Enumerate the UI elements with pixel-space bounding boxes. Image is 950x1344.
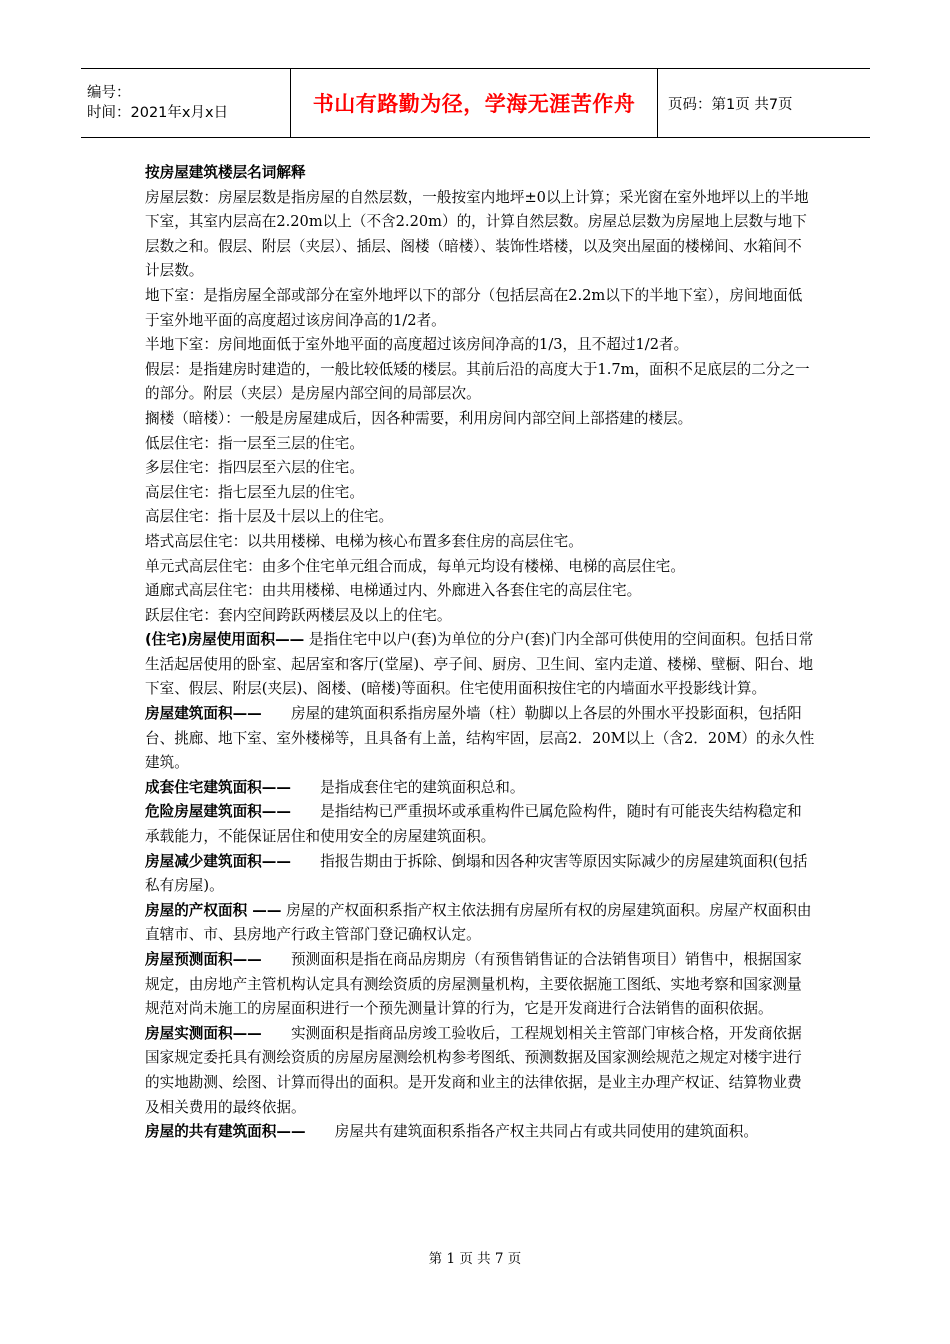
paragraph	[145, 555, 815, 580]
page-header	[81, 68, 870, 138]
term-heading: 房屋的产权面积 ——	[145, 901, 282, 919]
paragraph-text: 是指成套住宅的建筑面积总和。	[290, 778, 525, 796]
paragraph	[145, 358, 815, 407]
paragraph	[145, 530, 815, 555]
page-footer: 第 1 页 共 7 页	[428, 1251, 522, 1267]
paragraph-text: 高层住宅：指七层至九层的住宅。	[145, 483, 364, 501]
paragraph-text: 是指住宅中以户(套)为单位的分户(套)门内全部可供使用的空间面积。包括日常生活起居使用的卧室、起居室和客厅(堂屋)、亭子间、厨房、卫生间、室内走道、楼梯、壁橱、阳台、地下室、假层、附层(夹层)、阁楼、(暗楼)等面积。住宅使用面积按住宅的内墙面水平投影线计算。	[145, 631, 814, 698]
paragraph	[145, 407, 815, 432]
header-left-cell	[81, 69, 291, 137]
header-motto-cell	[291, 69, 658, 137]
paragraph-text: 半地下室：房间地面低于室外地平面的高度超过该房间净高的1/3，且不超过1/2者。	[145, 336, 689, 354]
header-motto: 书山有路勤为径，学海无涯苦作舟	[312, 92, 636, 116]
term-heading: 成套住宅建筑面积——	[145, 778, 291, 796]
paragraph-text: 房屋共有建筑面积系指各产权主共同占有或共同使用的建筑面积。	[305, 1123, 758, 1141]
paragraph	[145, 628, 815, 702]
paragraph-text: 房屋的建筑面积系指房屋外墙（柱）勒脚以上各层的外围水平投影面积，包括阳台、挑廊、地下室、室外楼梯等，且具备有上盖，结构牢固，层高2．20M以上（含2．20M）的永久性建筑。	[145, 705, 815, 772]
term-heading: 房屋减少建筑面积——	[145, 852, 291, 870]
header-page-cell	[658, 69, 870, 137]
document-title: 按房屋建筑楼层名词解释	[145, 164, 306, 181]
term-heading: 房屋建筑面积——	[145, 705, 262, 723]
document-time-label: 时间：2021年x月x日	[87, 105, 229, 121]
paragraph-text: 单元式高层住宅：由多个住宅单元组合而成，每单元均设有楼梯、电梯的高层住宅。	[145, 557, 685, 575]
paragraph-text: 指报告期由于拆除、倒塌和因各种灾害等原因实际减少的房屋建筑面积(包括私有房屋)。	[145, 852, 808, 895]
paragraph	[145, 481, 815, 506]
paragraph	[145, 1120, 815, 1145]
paragraph	[145, 333, 815, 358]
paragraph	[145, 432, 815, 457]
paragraph-text: 跃层住宅：套内空间跨跃两楼层及以上的住宅。	[145, 606, 452, 624]
paragraph	[145, 579, 815, 604]
paragraph-list	[145, 186, 815, 1145]
term-heading: 房屋实测面积——	[145, 1024, 262, 1042]
paragraph	[145, 776, 815, 801]
paragraph-text: 搁楼（暗楼）：一般是房屋建成后，因各种需要，利用房间内部空间上部搭建的楼层。	[145, 409, 693, 427]
paragraph-text: 是指结构已严重损坏或承重构件已属危险构件，随时有可能丧失结构稳定和承载能力，不能保证居住和使用安全的房屋建筑面积。	[145, 803, 802, 846]
term-heading: 房屋预测面积——	[145, 951, 262, 968]
document-code-label: 编号：	[87, 85, 131, 101]
paragraph-text: 塔式高层住宅：以共用楼梯、电梯为核心布置多套住房的高层住宅。	[145, 532, 583, 550]
paragraph	[145, 284, 815, 333]
paragraph-text: 房屋的产权面积系指产权主依法拥有房屋所有权的房屋建筑面积。房屋产权面积由直辖市、市、县房地产行政主管部门登记确权认定。	[145, 901, 812, 944]
paragraph-text: 房屋层数：房屋层数是指房屋的自然层数，一般按室内地坪±0以上计算；采光窗在室外地坪以上的半地下室，其室内层高在2.20m以上（不含2.20m）的，计算自然层数。房屋总层数为房屋地上层数与地下层数之和。假层、附层（夹层）、插层、阁楼（暗楼）、装饰性塔楼，以及突出屋面的楼梯间、水箱间不计层数。	[145, 188, 809, 280]
paragraph	[145, 1022, 815, 1120]
paragraph-text: 低层住宅：指一层至三层的住宅。	[145, 434, 364, 452]
document-body	[145, 161, 815, 1145]
paragraph-text: 多层住宅：指四层至六层的住宅。	[145, 459, 364, 477]
paragraph	[145, 800, 815, 849]
header-page-info: 页码：第1页 共7页	[668, 96, 793, 113]
paragraph-text: 假层：是指建房时建造的，一般比较低矮的楼层。其前后沿的高度大于1.7m，面积不足底层的二分之一的部分。附层（夹层）是房屋内部空间的局部层次。	[145, 360, 810, 403]
paragraph	[145, 186, 815, 284]
paragraph	[145, 850, 815, 899]
paragraph	[145, 604, 815, 629]
paragraph-text: 实测面积是指商品房竣工验收后，工程规划相关主管部门审核合格，开发商依据国家规定委托具有测绘资质的房屋房屋测绘机构参考图纸、预测数据及国家测绘规范之规定对楼宇进行的实地勘测、绘图、计算而得出的面积。是开发商和业主的法律依据，是业主办理产权证、结算物业费及相关费用的最终依据。	[145, 1024, 802, 1116]
paragraph	[145, 505, 815, 530]
paragraph	[145, 899, 815, 948]
paragraph	[145, 702, 815, 776]
term-heading: 危险房屋建筑面积——	[145, 803, 291, 821]
paragraph-text: 高层住宅：指十层及十层以上的住宅。	[145, 508, 394, 526]
paragraph-text: 预测面积是指在商品房期房（有预售销售证的合法销售项目）销售中，根据国家规定，由房地产主管机构认定具有测绘资质的房屋测量机构，主要依据施工图纸、实地考察和国家测量规范对尚未施工的房屋面积进行一个预先测量计算的行为，它是开发商进行合法销售的面积依据。	[145, 951, 802, 1018]
paragraph-text: 通廊式高层住宅：由共用楼梯、电梯通过内、外廊进入各套住宅的高层住宅。	[145, 582, 642, 600]
term-heading: 房屋的共有建筑面积——	[145, 1123, 306, 1141]
paragraph-text: 地下室：是指房屋全部或部分在室外地坪以下的部分（包括层高在2.2m以下的半地下室），房间地面低于室外地平面的高度超过该房间净高的1/2者。	[145, 286, 803, 329]
paragraph	[145, 948, 815, 1022]
paragraph	[145, 456, 815, 481]
term-heading: (住宅)房屋使用面积——	[145, 631, 305, 649]
